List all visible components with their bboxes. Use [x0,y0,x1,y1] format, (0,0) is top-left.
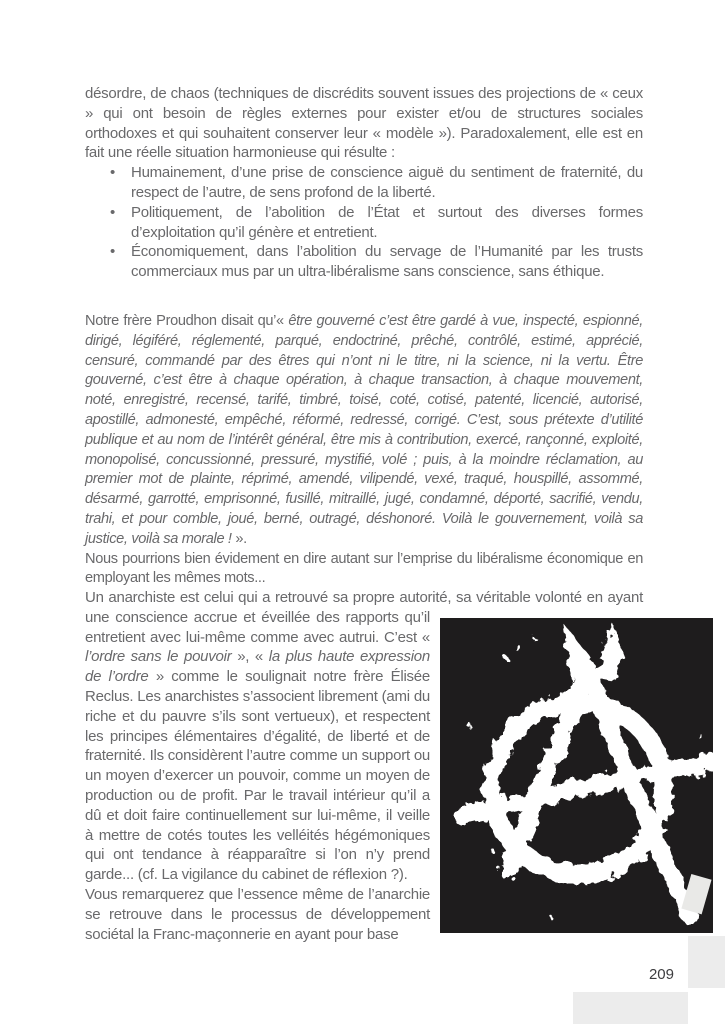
intro-section [85,84,643,282]
quote-haute-expression: la plus haute expression de l’ordre [85,648,430,686]
bullet-icon: • [110,243,116,261]
bullet-text-politiquement: Politiquement, de l’abolition de l’État et surtout des diverses formes d’exploitation qu’il génère et entretient. [131,203,643,241]
anarchiste-intro-line: Un anarchiste est celui qui a retrouvé sa propre autorité, sa véritable volonté en [85,589,603,606]
anarchiste-text: ayant une conscience accrue et éveillée des rapports qu’il entretient avec lui-même comme avec autrui. C’est « [85,589,643,646]
quote-lead: Notre frère Proudhon disait qu’« [85,313,289,329]
list-item [85,163,643,203]
quote-italic-text: être gouverné c’est être gardé à vue, inspecté, espionné, dirigé, légiféré, réglementé, parqué, endoctriné, prêché, contrôlé, estimé, apprécié, censuré, commandé par des êtres qui n’ont ni le titre, ni la science, ni la vertu. Être gouverné, c’est être à chaque opération, à chaque transaction, à chaque mouvement, noté, enregistré, recensé, tarifé, timbré, toisé, coté, cotisé, patenté, licencié, autorisé, apostillé, admonesté, empêché, réformé, redressé, corrigé. C’est, sous prétexte d’utilité publique et au nom de l’intérêt général, être mis à contribution, exercé, rançonné, exploité, monopolisé, concussionné, pressuré, mystifié, volé ; puis, à la moindre réclamation, au premier mot de plainte, réprimé, amendé, vilipendé, vexé, traqué, houspillé, assommé, désarmé, garrotté, emprisonné, fusillé, mitraillé, jugé, condamné, déporté, sacrifié, vendu, trahi, et pour comble, joué, berné, outragé, déshonoré. Voilà le gouvernement, voilà sa justice, voilà sa morale ! [85,313,643,547]
paragraph-liberalisme: Nous pourrions bien évidement en dire autant sur l’emprise du libéralisme économique en employant les mêmes mots... [85,550,643,587]
bullet-icon: • [110,164,116,182]
page-number: 209 [648,966,674,983]
paragraph-disorder: désordre, de chaos (techniques de discrédits souvent issues des projections de « ceux » qui ont besoin de règles externes pour exister et/ou de structures sociales orthodoxes et qui souhaitent conserver leur « modèle »). Paradoxalement, elle est en fait une réelle situation harmonieuse qui résulte : [85,85,643,162]
proudhon-section [85,312,643,589]
list-item [85,203,643,243]
paragraph-franc-maconnerie: Vous remarquerez que l’essence même de l’anarchie se retrouve dans le processus de développement sociétal la Franc-maçonnerie en ayant pour base [85,885,430,943]
bullet-text-humainement: Humainement, d’une prise de conscience aiguë du sentiment de fraternité, du respect de l’autre, de sens profond de la liberté. [131,164,643,201]
corner-gray-block-bottom [573,992,688,1024]
anarchiste-text: », « [231,648,269,666]
paragraph-proudhon-quote [85,312,643,550]
anarchiste-text: » comme le soulignait notre frère Élisée Reclus. Les anarchistes s’associent librement (ami du riche et du pauvre s’ils sont vertueux), et respectent les principes élémentaires d’égalité, de liberté et de fraternité. Ils considèrent l’autre comme un support ou un moyen d’exercer un pouvoir, comme un moyen de production ou de profit. Par le travail intérieur qu’il a dû et doit faire continuellement sur lui-même, il veille à mettre de cotés toutes les velléités hégémoniques qui ont tendance à réapparaître si l’on n’y prend garde... (cf. La vigilance du cabinet de réflexion ?). [85,668,430,884]
bullet-text-economiquement: Économiquement, dans l’abolition du servage de l’Humanité par les trusts commerciaux mus par un ultra-libéralisme sans conscience, sans éthique. [131,243,643,281]
corner-gray-block-right [688,936,725,988]
bullet-icon: • [110,203,116,221]
list-item [85,242,643,282]
bullet-list [85,163,643,282]
quote-close: ». [235,530,247,547]
quote-ordre-sans-pouvoir: l’ordre sans le pouvoir [85,648,232,666]
anarchy-symbol-image [440,618,713,933]
